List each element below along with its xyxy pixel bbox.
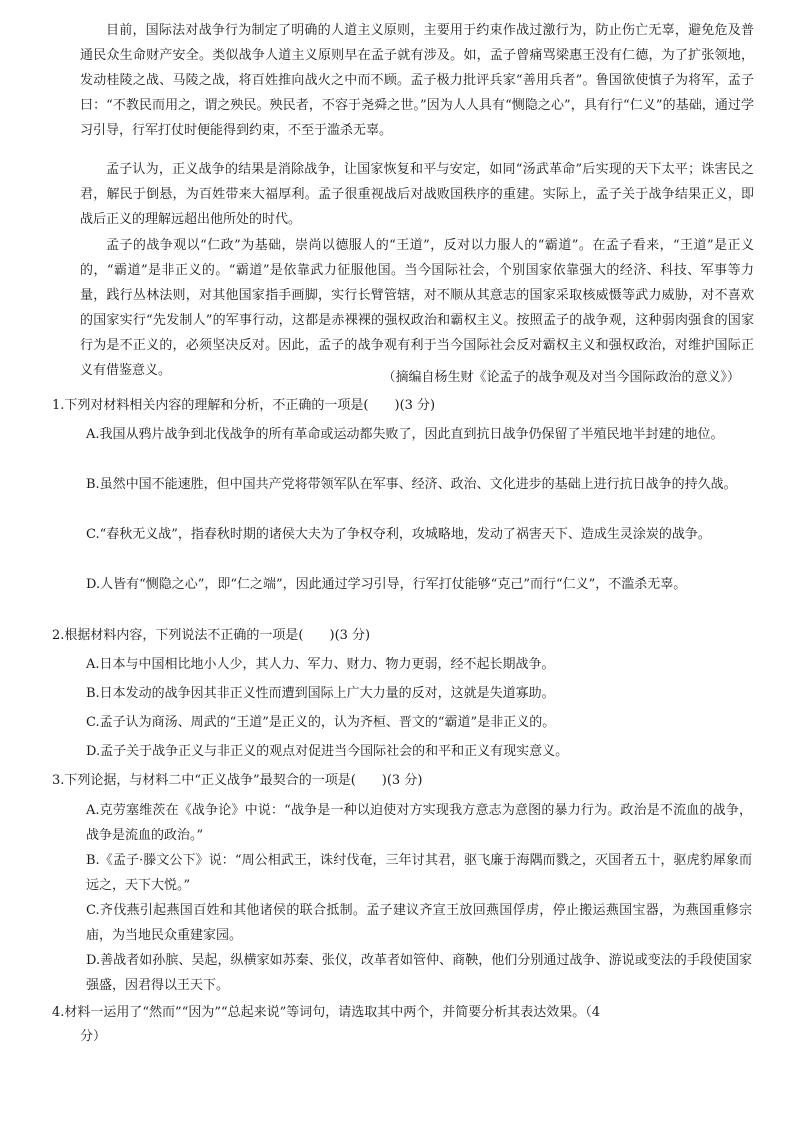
passage-paragraph-1: 目前，国际法对战争行为制定了明确的人道主义原则，主要用于约束作战过激行为，防止伤亡无辜，避免危及普通民众生命财产安全。类似战争人道主义原则早在孟子就有涉及。如，孟子曾痛骂梁惠王没有仁德，为了扩张领地，发动桂陵之战、马陵之战，将百姓推向战火之中而不顾。孟子极力批评兵家“善用兵者”。鲁国欲使慎子为将军，孟子曰：“不教民而用之，谓之殃民。殃民者，不容于尧舜之世。”因为人人具有“恻隐之心”，具有行“仁义”的基础，通过学习引导，行军打仗时便能得到约束，不至于滥杀无辜。 [80,23,754,138]
question-3-option-a: A.克劳塞维茨在《战争论》中说：“战争是一种以迫使对方实现我方意志为意图的暴力行为。政治是不流血的战争，战争是流血的政治。” [86,803,752,843]
question-2-text: 2.根据材料内容，下列说法不正确的一项是 [52,628,299,643]
question-3-answer-paren: ( ) [350,773,387,788]
question-2-score: (3 分) [334,628,371,643]
question-1-option-a: A.我国从鸦片战争到北伐战争的所有革命或运动都失败了，因此直到抗日战争仍保留了半殖民地半封建的地位。 [86,427,724,442]
question-3-option-b: B.《孟子·滕文公下》说：“周公相武王，诛纣伐奄，三年讨其君，驱飞廉于海隅而戮之，灭国者五十，驱虎豹犀象而远之，天下大悦。” [86,853,752,893]
question-1-text: 1.下列对材料相关内容的理解和分析，不正确的一项是 [52,398,364,413]
question-2-option-d: D.孟子关于战争正义与非正义的观点对促进当今国际社会的和平和正义有现实意义。 [86,744,569,759]
question-2-stem [52,626,752,646]
passage-source: （摘编自杨生财《论孟子的战争观及对当今国际政治的意义》） [382,370,740,385]
question-3-text: 3.下列论据，与材料二中“正义战争”最契合的一项是 [52,773,351,788]
question-4-stem: 4.材料一运用了“然而”“因为”“总起来说”等词句，请选取其中两个，并简要分析其表达效果。（4 [52,1005,601,1020]
passage-paragraph-2: 孟子认为，正义战争的结果是消除战争，让国家恢复和平与安定，如同“汤武革命”后实现的天下太平；诛害民之君，解民于倒悬，为百姓带来大福厚利。孟子很重视战后对战败国秩序的重建。实际上，孟子关于战争结果正义，即战后正义的理解远超出他所处的时代。 [80,162,754,227]
question-2-option-a: A.日本与中国相比地小人少，其人力、军力、财力、物力更弱，经不起长期战争。 [86,657,555,672]
question-1-option-c: C.“春秋无义战”，指春秋时期的诸侯大夫为了争权夺利，攻城略地，发动了祸害天下、造成生灵涂炭的战争。 [86,527,711,542]
question-2-answer-paren: ( ) [298,628,335,643]
question-1-option-b: B.虽然中国不能速胜，但中国共产党将带领军队在军事、经济、政治、文化进步的基础上进行抗日战争的持久战。 [86,477,737,492]
question-3-option-c: C.齐伐燕引起燕国百姓和其他诸侯的联合抵制。孟子建议齐宣王放回燕国俘虏，停止搬运燕国宝器，为燕国重修宗庙，为当地民众重建家园。 [86,903,752,943]
question-1-stem [52,396,752,416]
passage-paragraph-3: 孟子的战争观以“仁政”为基础，崇尚以德服人的“王道”，反对以力服人的“霸道”。在孟子看来，“王道”是正义的，“霸道”是非正义的。“霸道”是依靠武力征服他国。当今国际社会，个别国家依靠强大的经济、科技、军事等力量，践行丛林法则，对其他国家指手画脚，实行长臂管辖，对不顺从其意志的国家采取核威慑等武力威胁，对不喜欢的国家实行“先发制人”的军事行动，这都是赤裸裸的强权政治和霸权主义。按照孟子的战争观，这种弱肉强食的国家行为是不正义的，必须坚决反对。因此，孟子的战争观有利于当今国际社会反对霸权主义和强权政治，对维护国际正义有借鉴意义。 [80,238,754,378]
question-1-answer-paren: ( ) [363,398,400,413]
question-3-option-d: D.善战者如孙膑、吴起，纵横家如苏秦、张仪，改革者如管仲、商鞅，他们分别通过战争、游说或变法的手段使国家强盛，因君得以王天下。 [86,953,752,993]
question-1-score: (3 分) [399,398,436,413]
question-3-stem [52,771,752,791]
question-4-stem-continued: 分） [80,1029,107,1044]
question-3-score: (3 分) [386,773,423,788]
question-2-option-c: C.孟子认为商汤、周武的“王道”是正义的，认为齐桓、晋文的“霸道”是非正义的。 [86,715,556,730]
question-2-option-b: B.日本发动的战争因其非正义性而遭到国际上广大力量的反对，这就是失道寡助。 [86,686,555,701]
question-1-option-d: D.人皆有“恻隐之心”，即“仁之端”，因此通过学习引导，行军打仗能够“克己”而行“仁义”，不滥杀无辜。 [86,577,687,592]
